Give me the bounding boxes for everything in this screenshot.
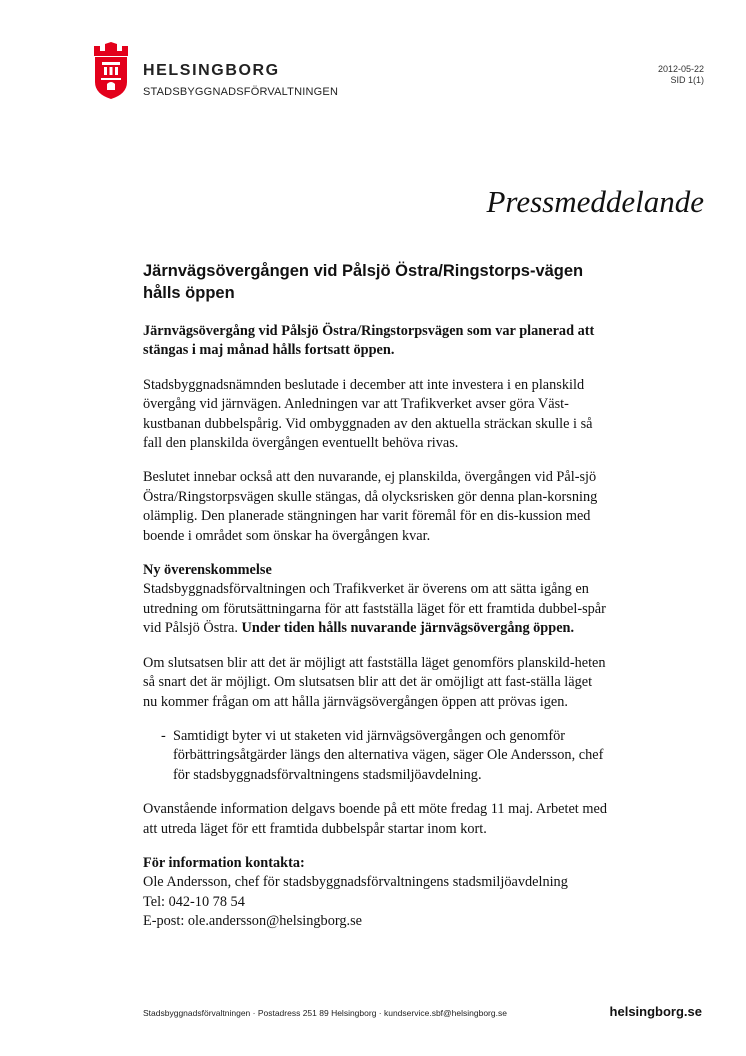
- footer-address: Stadsbyggnadsförvaltningen · Postadress 251 89 Helsingborg · kundservice.sbf@helsingborg.se: [143, 1008, 507, 1018]
- paragraph-2: Beslutet innebar också att den nuvarande, ej planskilda, övergången vid Pål-sjö Östra/Ringstorpsvägen skulle stängas, då olycksrisken gör denna plan-korsning olämplig. Den planerade stängningen har varit föremål för en dis-kussion med boende i området som önskar ha övergången kvar.: [143, 469, 598, 544]
- quote-item: [143, 727, 608, 785]
- dash-bullet: -: [161, 727, 166, 744]
- helsingborg-logo: [92, 42, 130, 100]
- crown-castle-logo-icon: [92, 42, 130, 100]
- paragraph-5: Ovanstående information delgavs boende på ett möte fredag 11 maj. Arbetet med att utreda läget för ett framtida dubbelspår startar inom kort.: [143, 801, 607, 837]
- press-headline: Järnvägsövergången vid Pålsjö Östra/Ringstorps-vägen hålls öppen: [143, 262, 584, 302]
- department-name: STADSBYGGNADSFÖRVALTNINGEN: [143, 86, 339, 98]
- document-meta: [658, 64, 704, 86]
- brand-name: HELSINGBORG: [143, 62, 280, 79]
- lead-text: Järnvägsövergång vid Pålsjö Östra/Ringstorpsvägen som var planerad att stängas i maj månad hålls fortsatt öppen.: [143, 323, 595, 359]
- footer-website-link[interactable]: helsingborg.se: [609, 1004, 702, 1019]
- article-body: [143, 322, 608, 947]
- document-date: 2012-05-22: [657, 64, 704, 74]
- paragraph-4: Om slutsatsen blir att det är möjligt att fastställa läget genomförs planskild-heten så snart det är möjligt. Om slutsatsen blir att det är omöjligt att fast-ställa läget nu kommer frågan om att hålla järnvägsövergången öppen att prövas igen.: [143, 654, 606, 710]
- page-number: SID 1(1): [670, 75, 704, 85]
- subheading: Ny överenskommelse: [143, 562, 272, 579]
- contact-email[interactable]: E-post: ole.andersson@helsingborg.se: [143, 913, 362, 930]
- document-type-title: Pressmeddelande: [486, 184, 704, 219]
- quote-text: Samtidigt byter vi ut staketen vid järnvägsövergången och genomför förbättringsåtgärder längs den alternativa vägen, säger Ole Andersson, chef för stadsbyggnadsförvaltningens stadsmiljöavdelning.: [173, 727, 604, 783]
- contact-phone: Tel: 042-10 78 54: [143, 893, 245, 910]
- contact-block: [143, 854, 608, 932]
- paragraph-3-text: Stadsbyggnadsförvaltningen och Trafikverket är överens om att sätta igång en utredning om förutsättningarna för att fastställa läget för ett framtida dubbel-spår vid Pålsjö Östra.: [143, 581, 606, 637]
- lead-paragraph: [143, 322, 608, 361]
- paragraph-1: Stadsbyggnadsnämnden beslutade i december att inte investera i en planskild övergång vid järnvägen. Anledningen var att Trafikverket avser göra Väst-kustbanan dubbelspårig. Vid ombyggnaden av den aktuella sträckan skulle i så fall den planskilda övergången eventuellt behöva rivas.: [143, 376, 593, 452]
- paragraph-3-bold: Under tiden hålls nuvarande järnvägsövergång öppen.: [241, 620, 575, 637]
- contact-heading: För information kontakta:: [143, 854, 305, 871]
- contact-name: Ole Andersson, chef för stadsbyggnadsförvaltningens stadsmiljöavdelning: [143, 874, 568, 891]
- paragraph-3: [143, 561, 608, 639]
